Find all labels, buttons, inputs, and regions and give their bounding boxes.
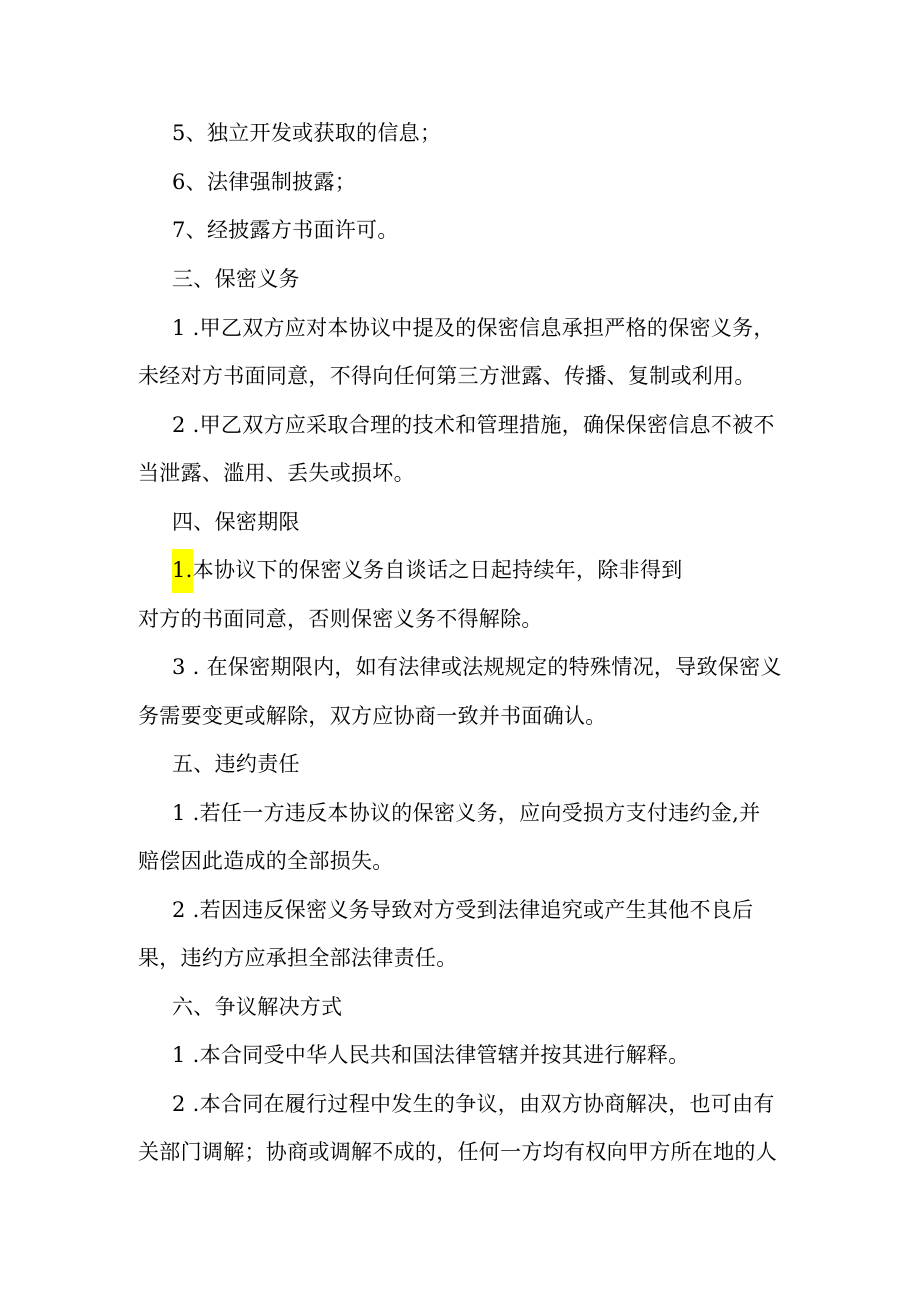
paragraph-line: 1 .本合同受中华人民共和国法律管辖并按其进行解释。 — [172, 1043, 690, 1067]
paragraph-text: 本协议下的保密义务自谈话之日起持续年，除非得到 — [192, 558, 683, 582]
list-item-5: 5、独立开发或获取的信息； — [172, 121, 442, 145]
section-heading-6: 六、争议解决方式 — [172, 995, 343, 1019]
paragraph-line: 关部门调解；协商或调解不成的，任何一方均有权向甲方所在地的人 — [138, 1140, 777, 1164]
highlighted-number: 1. — [172, 549, 193, 593]
paragraph-line: 1 .甲乙双方应对本协议中提及的保密信息承担严格的保密义务， — [172, 316, 775, 340]
paragraph-line: 未经对方书面同意，不得向任何第三方泄露、传播、复制或利用。 — [138, 364, 756, 388]
paragraph-line: 赔偿因此造成的全部损失。 — [138, 849, 394, 873]
list-item-7: 7、经披露方书面许可。 — [172, 218, 399, 242]
list-item-6: 6、法律强制披露； — [172, 170, 357, 194]
paragraph-line: 2 .若因违反保密义务导致对方受到法律追究或产生其他不良后 — [172, 898, 754, 922]
paragraph-line — [0, 555, 920, 593]
paragraph-line: 务需要变更或解除，双方应协商一致并书面确认。 — [138, 704, 607, 728]
paragraph-line: 2 .本合同在履行过程中发生的争议，由双方协商解决，也可由有 — [172, 1092, 775, 1116]
paragraph-line: 果，违约方应承担全部法律责任。 — [138, 946, 458, 970]
paragraph-line: 1 .若任一方违反本协议的保密义务，应向受损方支付违约金,并 — [172, 801, 761, 825]
paragraph-line: 3 . 在保密期限内，如有法律或法规规定的特殊情况，导致保密义 — [172, 655, 782, 679]
section-heading-3: 三、保密义务 — [172, 267, 300, 291]
paragraph-line: 2 .甲乙双方应采取合理的技术和管理措施，确保保密信息不被不 — [172, 413, 775, 437]
paragraph-line: 当泄露、滥用、丢失或损坏。 — [138, 461, 415, 485]
section-heading-4: 四、保密期限 — [172, 510, 300, 534]
paragraph-line: 对方的书面同意，否则保密义务不得解除。 — [138, 607, 543, 631]
section-heading-5: 五、违约责任 — [172, 752, 300, 776]
